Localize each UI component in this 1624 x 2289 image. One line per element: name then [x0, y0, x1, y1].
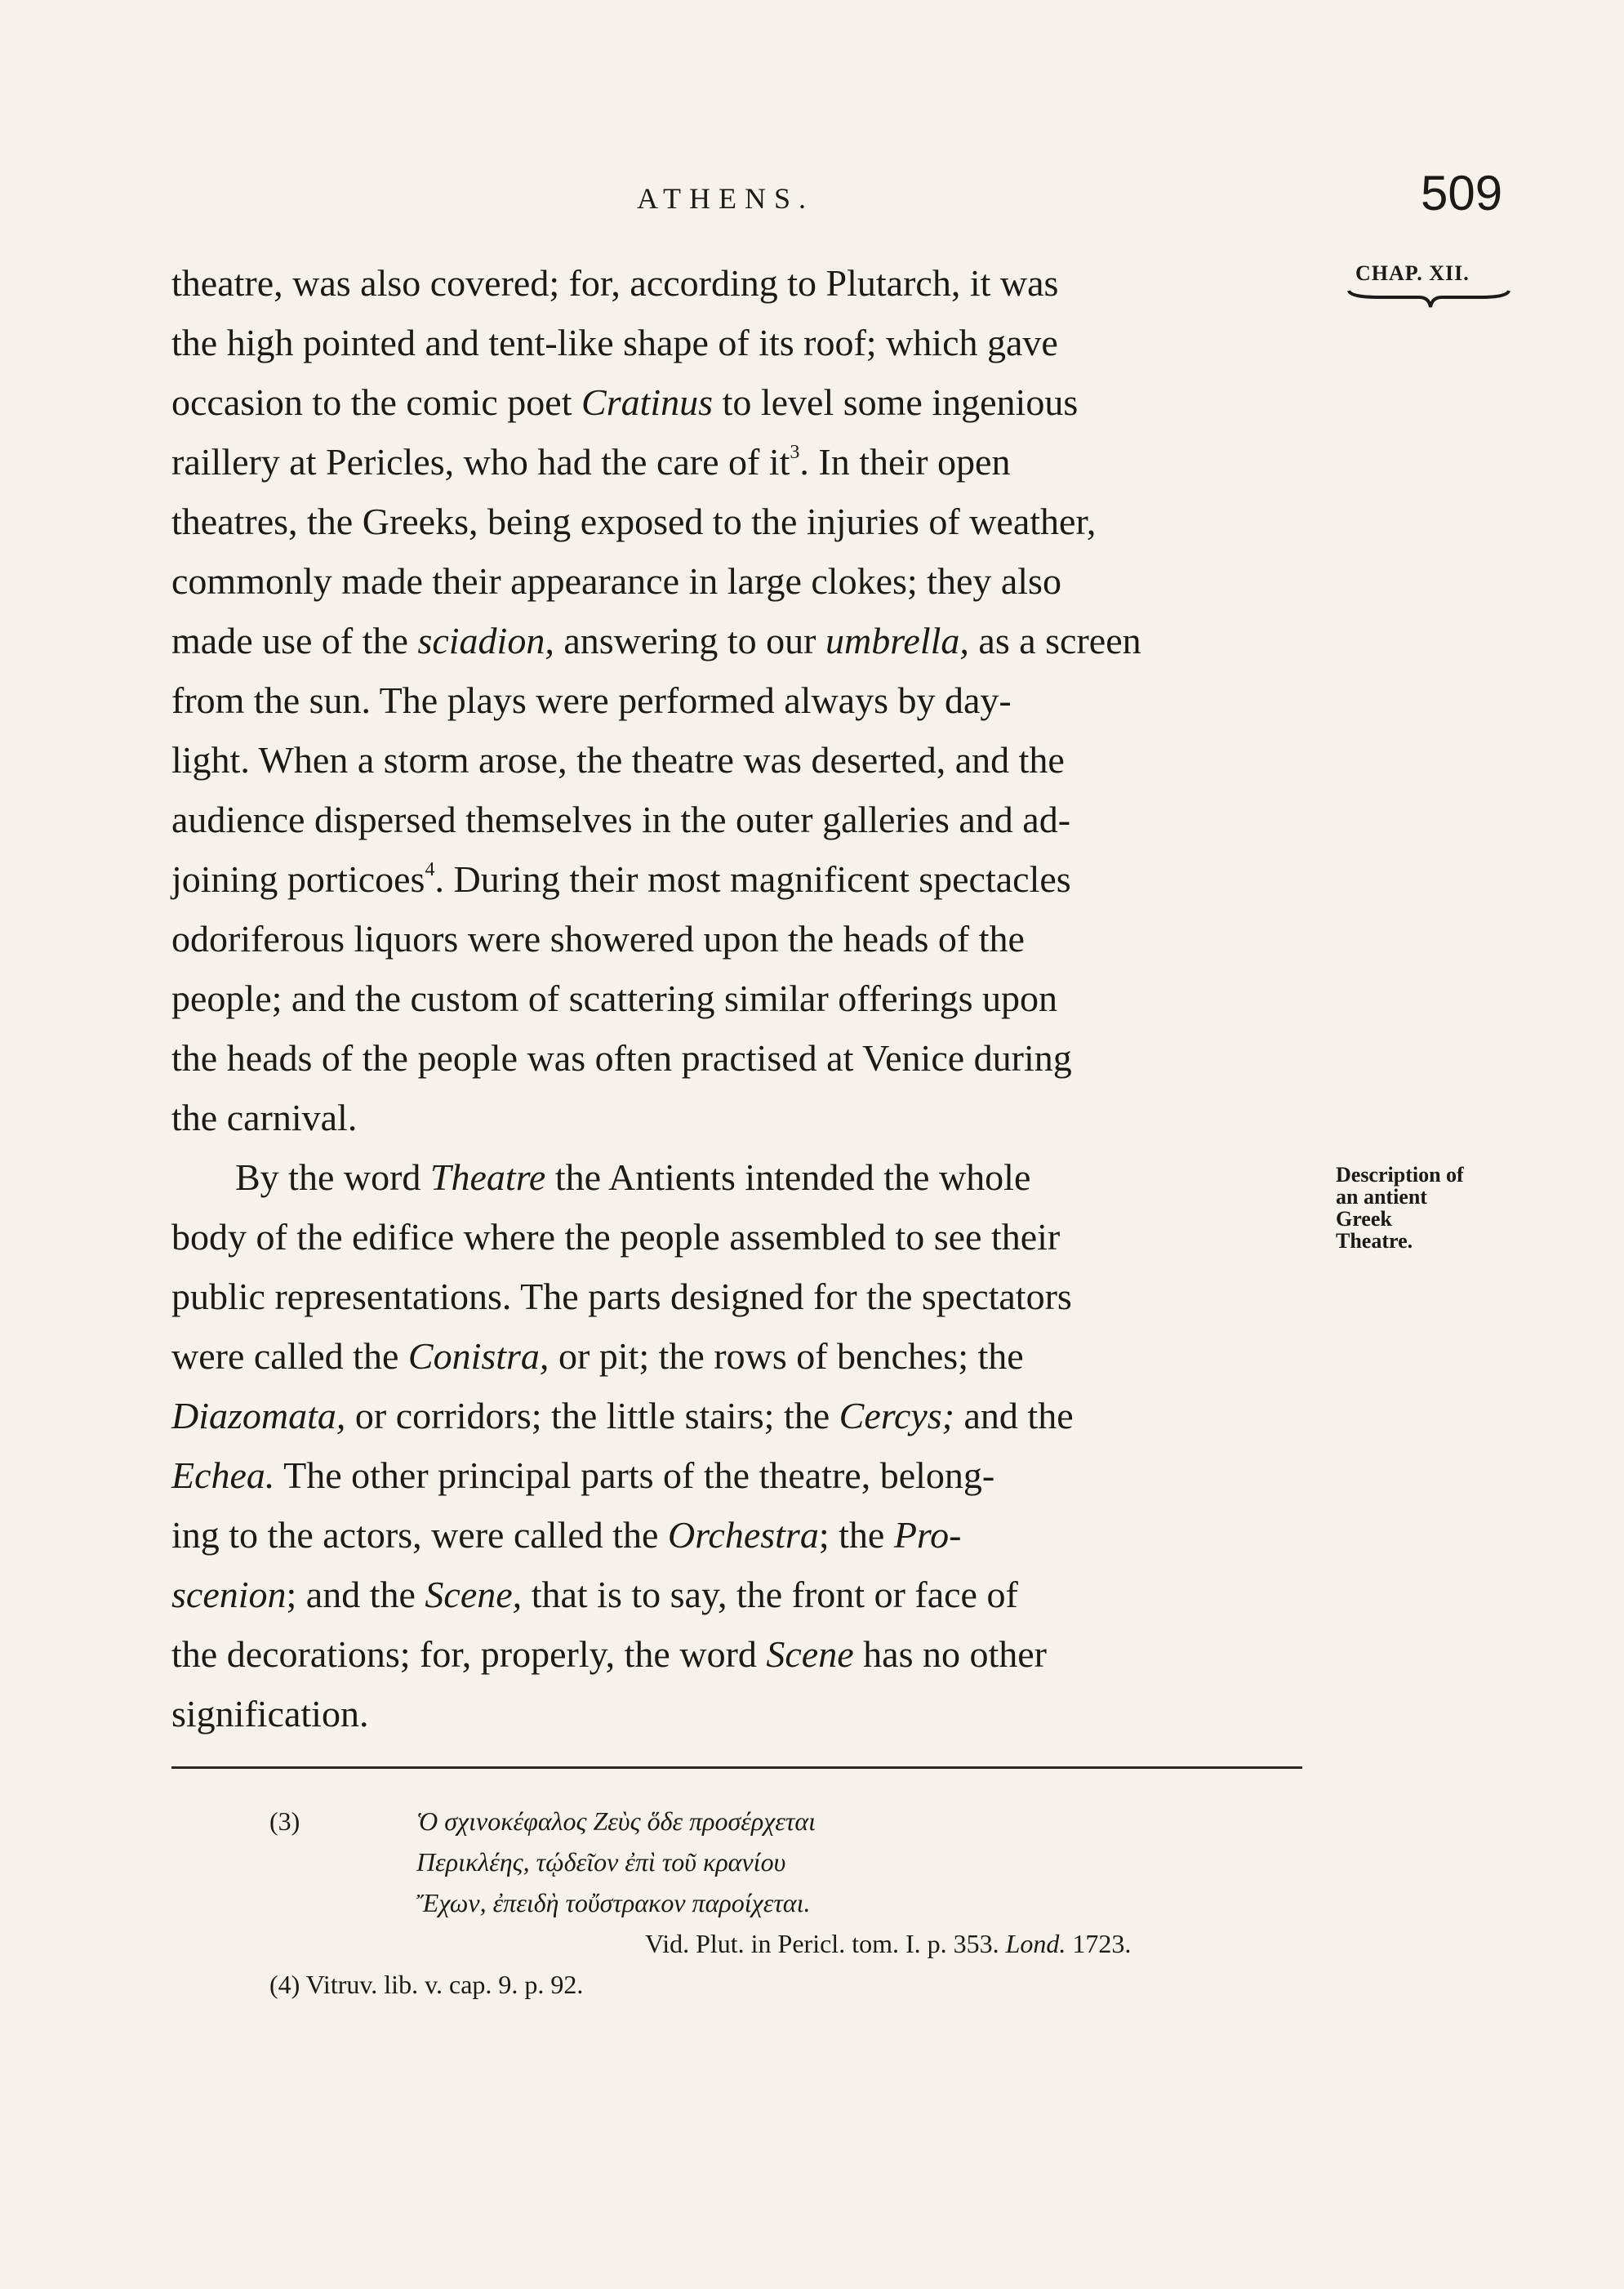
- footnote-3-citation: [171, 1923, 1302, 1964]
- margin-note-line: an antient: [1336, 1185, 1427, 1209]
- margin-note-line: Theatre.: [1336, 1229, 1413, 1253]
- citation-text: Vid. Plut. in Pericl. tom. I. p. 353.: [645, 1929, 1006, 1958]
- footnotes: [171, 1801, 1302, 2005]
- italic-term: Cratinus: [581, 381, 714, 423]
- line: has no other: [853, 1633, 1047, 1675]
- footnote-ref-3: 3: [790, 442, 800, 463]
- line: as a screen: [968, 620, 1141, 661]
- line: the heads of the people was often practised at Venice during: [171, 1037, 1072, 1079]
- footnote-4-text: (4) Vitruv. lib. v. cap. 9. p. 92.: [269, 1970, 584, 1999]
- chapter-brace-ornament: [1347, 287, 1511, 312]
- italic-term: umbrella,: [825, 620, 969, 661]
- footnote-3-number: (3): [269, 1806, 300, 1836]
- line: audience dispersed themselves in the outer galleries and ad-: [171, 799, 1071, 840]
- line: . During their most magnificent spectacles: [434, 858, 1071, 900]
- italic-term: Scene: [766, 1633, 854, 1675]
- line: light. When a storm arose, the theatre was deserted, and the: [171, 739, 1065, 781]
- line: the decorations; for, properly, the word: [171, 1633, 767, 1675]
- line: theatres, the Greeks, being exposed to the injuries of weather,: [171, 501, 1097, 542]
- line: answering to our: [554, 620, 825, 661]
- line: raillery at Pericles, who had the care of it: [171, 441, 790, 483]
- italic-term: Diazomata,: [171, 1395, 346, 1436]
- footnote-rule: [171, 1766, 1302, 1769]
- footnote-4: [171, 1964, 1302, 2005]
- line: the carnival.: [171, 1097, 358, 1138]
- line: people; and the custom of scattering similar offerings upon: [171, 978, 1057, 1019]
- line: to level some ingenious: [713, 381, 1079, 423]
- paragraph-2-last-line: [171, 1684, 1298, 1743]
- footnote-3-line: [171, 1841, 1302, 1882]
- citation-place: Lond.: [1005, 1929, 1066, 1958]
- italic-term: scenion: [171, 1574, 287, 1615]
- italic-term: Orchestra: [667, 1514, 819, 1556]
- line: The other principal parts of the theatre, belong-: [274, 1454, 995, 1496]
- margin-note-line: Description of: [1336, 1163, 1464, 1187]
- italic-term: Theatre: [429, 1156, 546, 1198]
- line: commonly made their appearance in large clokes; they also: [171, 560, 1061, 602]
- line: from the sun. The plays were performed always by day-: [171, 679, 1012, 721]
- footnote-3-verse: Ὁ σχινοκέφαλος Ζεὺς ὅδε προσέρχεται: [416, 1806, 816, 1836]
- line: made use of the: [171, 620, 418, 661]
- line: were called the: [171, 1335, 408, 1377]
- line: public representations. The parts designed for the spectators: [171, 1276, 1072, 1317]
- margin-note: [1336, 1164, 1532, 1252]
- line: the high pointed and tent-like shape of its roof; which gave: [171, 322, 1058, 363]
- line: odoriferous liquors were showered upon the heads of the: [171, 918, 1025, 960]
- line: joining porticoes: [171, 858, 425, 900]
- line: . In their open: [799, 441, 1011, 483]
- footnote-3-verse: Περικλέης, τῴδεῖον ἐπὶ τοῦ κρανίου: [416, 1847, 786, 1877]
- margin-note-line: Greek: [1336, 1207, 1392, 1231]
- line: ; and the: [286, 1574, 425, 1615]
- main-text: [171, 253, 1298, 1743]
- line: signification.: [171, 1693, 369, 1735]
- italic-term: Cercys;: [839, 1395, 955, 1436]
- line: ; the: [818, 1514, 894, 1556]
- paragraph-1: [171, 253, 1298, 1147]
- running-head: ATHENS.: [637, 182, 815, 215]
- chapter-label: CHAP. XII.: [1355, 261, 1470, 285]
- page-number: 509: [1421, 166, 1503, 220]
- line: body of the edifice where the people assembled to see their: [171, 1216, 1061, 1258]
- line: ing to the actors, were called the: [171, 1514, 668, 1556]
- line: occasion to the comic poet: [171, 381, 582, 423]
- line: and the: [954, 1395, 1074, 1436]
- italic-term: sciadion,: [417, 620, 554, 661]
- italic-term: Echea.: [171, 1454, 275, 1496]
- italic-term: Pro-: [893, 1514, 962, 1556]
- italic-term: Conistra,: [407, 1335, 549, 1377]
- footnote-3-verse: Ἔχων, ἐπειδὴ τοὔστρακον παροίχεται.: [416, 1888, 811, 1917]
- citation-year: 1723.: [1066, 1929, 1132, 1958]
- line: or pit; the rows of benches; the: [549, 1335, 1024, 1377]
- line: theatre, was also covered; for, according to Plutarch, it was: [171, 262, 1059, 304]
- paragraph-2: [171, 1147, 1298, 1684]
- footnote-3-line: [171, 1801, 1302, 1841]
- italic-term: Scene,: [425, 1574, 523, 1615]
- line: or corridors; the little stairs; the: [345, 1395, 839, 1436]
- footnote-3-line: [171, 1882, 1302, 1923]
- line: By the word: [235, 1156, 430, 1198]
- footnote-ref-4: 4: [425, 859, 435, 880]
- line: the Antients intended the whole: [545, 1156, 1031, 1198]
- line: that is to say, the front or face of: [522, 1574, 1018, 1615]
